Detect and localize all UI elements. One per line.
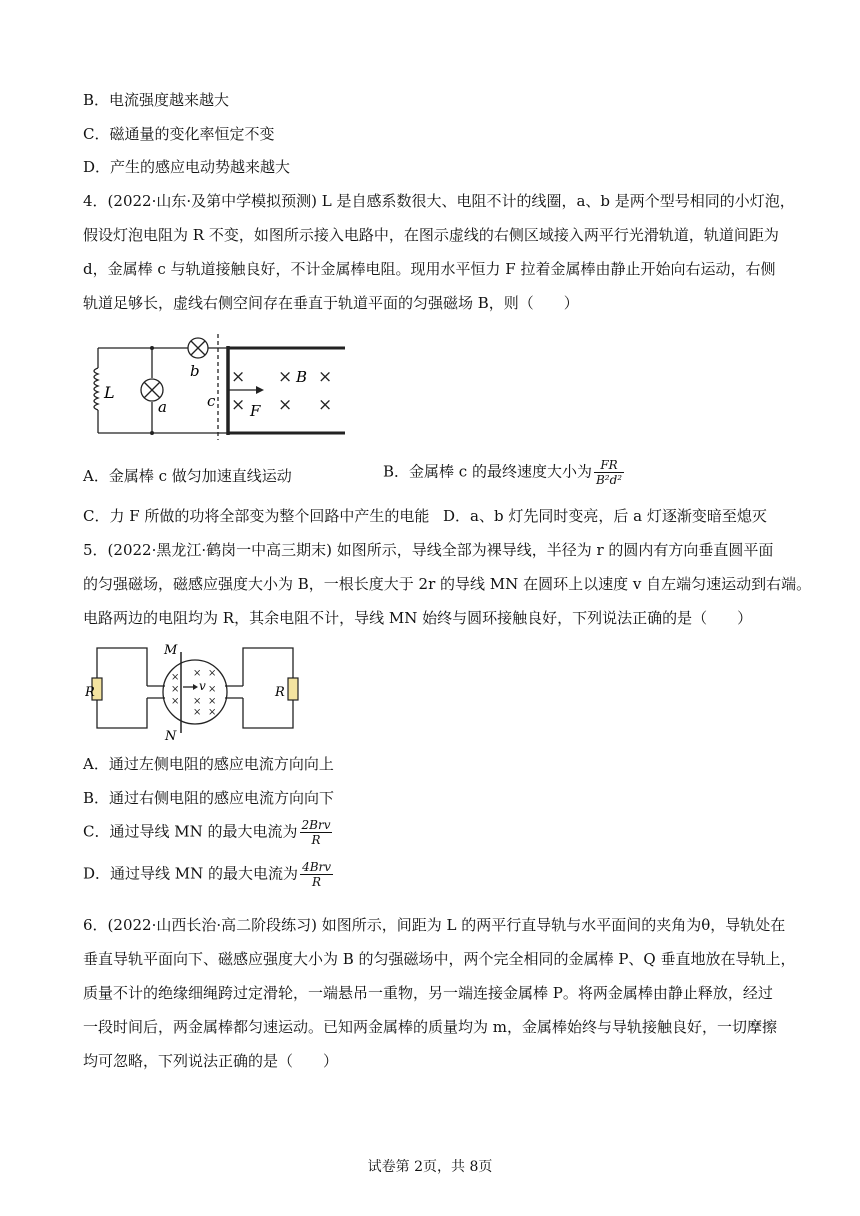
q6-stem-line4: 一段时间后，两金属棒都匀速运动。已知两金属棒的质量均为 m，金属棒始终与导轨接触良好，一切摩擦 — [83, 1018, 777, 1036]
q4-label-L: L — [104, 383, 115, 402]
q5-label-M: M — [164, 643, 178, 658]
q5-stem-line2: 的匀强磁场，磁感应强度大小为 B，一根长度大于 2r 的导线 MN 在圆环上以速度 v 自左端匀速运动到右端。 — [83, 575, 812, 593]
svg-text:×: × — [208, 707, 217, 718]
q5-option-d-denominator: R — [312, 875, 322, 889]
q4-option-b — [383, 458, 624, 487]
q5-label-R-left: R — [85, 685, 95, 700]
svg-text:×: × — [231, 367, 246, 387]
svg-text:×: × — [318, 367, 333, 387]
q3-option-c: C．磁通量的变化率恒定不变 — [83, 125, 275, 143]
q5-stem-line3: 电路两边的电阻均为 R，其余电阻不计，导线 MN 始终与圆环接触良好，下列说法正确的是（ ） — [83, 609, 753, 627]
q4-label-B: B — [296, 368, 308, 386]
svg-text:×: × — [171, 684, 180, 695]
q5-label-N: N — [165, 729, 177, 740]
svg-text:×: × — [231, 395, 246, 415]
q5-option-d-numerator: 4Brv — [302, 860, 332, 874]
q4-stem-line3: d，金属棒 c 与轨道接触良好，不计金属棒电阻。现用水平恒力 F 拉着金属棒由静止开始向右运动，右侧 — [83, 260, 776, 278]
q4-stem-line4: 轨道足够长，虚线右侧空间存在垂直于轨道平面的匀强磁场 B，则（ ） — [83, 294, 579, 312]
q5-option-c — [83, 818, 332, 847]
q6-stem-line1: 6．(2022·山西长治·高二阶段练习) 如图所示，间距为 L 的两平行直导轨与水平面间的夹角为θ，导轨处在 — [83, 916, 786, 934]
q5-option-d-fraction — [300, 860, 333, 889]
q4-option-b-numerator: FR — [594, 458, 624, 473]
q5-label-v: v — [199, 679, 206, 693]
q6-stem-line3: 质量不计的绝缘细绳跨过定滑轮，一端悬吊一重物，另一端连接金属棒 P。将两金属棒由静止释放，经过 — [83, 984, 773, 1002]
svg-text:×: × — [208, 684, 217, 695]
q4-label-c: c — [207, 392, 216, 410]
q5-option-c-text: C．通过导线 MN 的最大电流为 — [83, 822, 298, 841]
svg-text:×: × — [318, 395, 333, 415]
q6-stem-line5: 均可忽略，下列说法正确的是（ ） — [83, 1052, 339, 1070]
q4-option-b-fraction — [594, 458, 624, 487]
q4-option-b-text: B．金属棒 c 的最终速度大小为 — [383, 462, 592, 481]
q5-option-d — [83, 860, 333, 889]
q5-option-c-denominator: R — [311, 833, 321, 847]
svg-text:×: × — [278, 367, 293, 387]
q4-option-d: D．a、b 灯先同时变亮，后 a 灯逐渐变暗至熄灭 — [443, 507, 767, 525]
svg-text:×: × — [278, 395, 293, 415]
q4-label-a: a — [158, 398, 167, 416]
q6-stem-line2: 垂直导轨平面向下、磁感应强度大小为 B 的匀强磁场中，两个完全相同的金属棒 P、Q 垂直地放在导轨上， — [83, 950, 796, 968]
q5-label-R-right: R — [275, 685, 285, 700]
q5-option-a: A．通过左侧电阻的感应电流方向向上 — [83, 755, 334, 773]
page-footer: 试卷第 2页，共 8页 — [367, 1159, 493, 1175]
svg-text:×: × — [171, 672, 180, 683]
q5-stem-line1: 5．(2022·黑龙江·鹤岗一中高三期末) 如图所示，导线全部为裸导线，半径为 r 的圆内有方向垂直圆平面 — [83, 541, 774, 559]
svg-text:×: × — [193, 696, 202, 707]
q5-option-d-text: D．通过导线 MN 的最大电流为 — [83, 864, 299, 883]
svg-text:×: × — [208, 696, 217, 707]
q3-option-b: B．电流强度越来越大 — [83, 91, 230, 109]
q5-option-c-fraction — [300, 818, 333, 847]
q5-option-b: B．通过右侧电阻的感应电流方向向下 — [83, 789, 335, 807]
q4-option-a: A．金属棒 c 做匀加速直线运动 — [83, 467, 292, 485]
q4-option-c: C．力 F 所做的功将全部变为整个回路中产生的电能 — [83, 507, 430, 525]
q4-stem-line2: 假设灯泡电阻为 R 不变，如图所示接入电路中，在图示虚线的右侧区域接入两平行光滑轨道，轨道间距为 — [83, 226, 779, 244]
q5-option-c-numerator: 2Brv — [301, 818, 331, 832]
q4-circuit-figure — [90, 330, 360, 440]
svg-text:×: × — [171, 696, 180, 707]
q4-label-b: b — [190, 362, 200, 380]
q4-stem-line1: 4．(2022·山东·及第中学模拟预测) L 是自感系数很大、电阻不计的线圈，a、b 是两个型号相同的小灯泡， — [83, 192, 795, 210]
svg-text:×: × — [193, 668, 202, 679]
svg-text:×: × — [208, 668, 217, 679]
svg-text:×: × — [193, 707, 202, 718]
q5-circuit-figure — [85, 640, 305, 740]
q4-option-b-denominator: B²d² — [595, 473, 623, 487]
q3-option-d: D．产生的感应电动势越来越大 — [83, 158, 291, 176]
q4-label-F: F — [250, 402, 261, 420]
